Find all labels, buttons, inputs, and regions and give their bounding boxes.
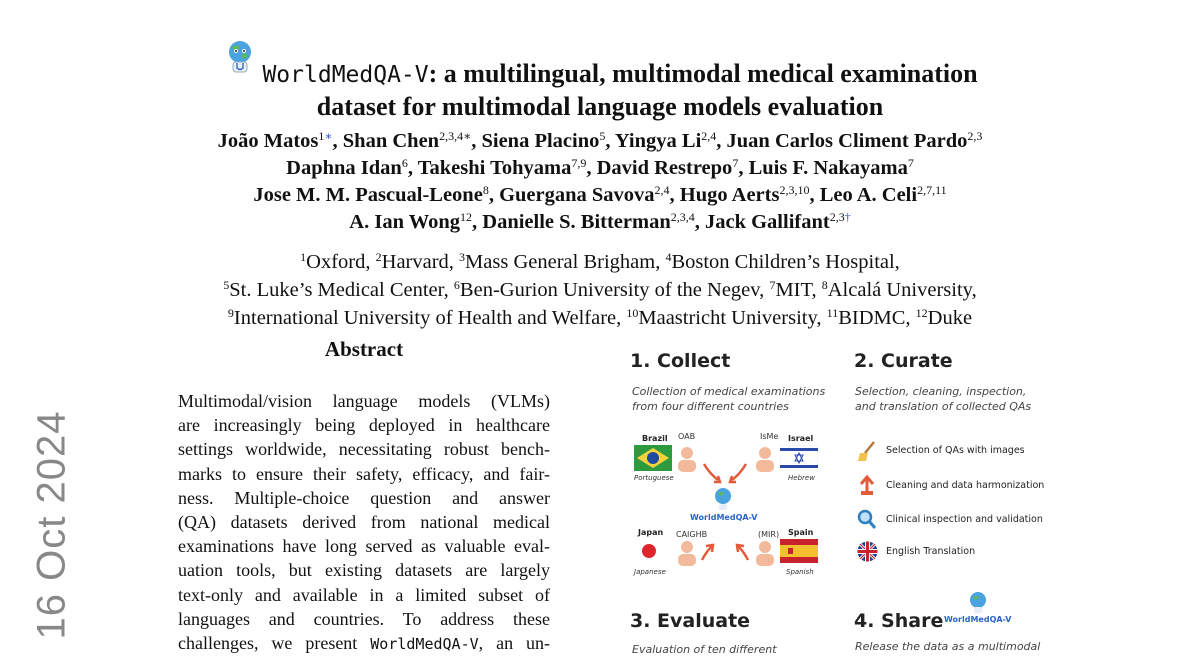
arxiv-date-text: 16 Oct 2024: [29, 410, 74, 640]
author-affil-mark: [655, 183, 670, 197]
author-name: Yingya Li: [614, 130, 702, 152]
author: [218, 130, 333, 152]
collect-arrows-bottom-icon: [698, 540, 752, 562]
overview-figure: [620, 340, 1060, 656]
affil-numbers: 7: [907, 156, 914, 170]
author-name: David Restrepo: [596, 157, 733, 179]
author-line: [0, 128, 1200, 155]
author-name: Siena Placino: [481, 130, 600, 152]
author-affil-mark: [671, 210, 695, 224]
country-japan-label: Japan: [638, 528, 664, 537]
curate-title: 2. Curate: [854, 350, 953, 372]
collect-subtitle-line-2: from four different countries: [632, 400, 789, 413]
affil-numbers: 8: [482, 183, 489, 197]
affil-numbers: 12: [460, 210, 473, 224]
abstract-line: settings worldwide, necessitating robust bench-: [178, 439, 550, 460]
exam-oab-label: OAB: [678, 432, 696, 441]
author-separator: ,: [407, 157, 418, 179]
affiliation-name: Ben-Gurion University of the Negev,: [459, 279, 770, 301]
affiliation-name: Mass General Brigham,: [465, 251, 666, 273]
affil-numbers: 2,3,10: [779, 183, 810, 197]
lang-japanese-label: Japanese: [634, 568, 666, 576]
author: [286, 157, 408, 179]
israel-flag-icon: [780, 445, 818, 471]
collect-subtitle-line-1: Collection of medical examinations: [632, 385, 826, 398]
abstract-line: examinations have long served as valuable eval-: [178, 536, 550, 557]
broom-icon: [857, 440, 877, 462]
abstract-line: (QA) datasets derived from national medical: [178, 512, 550, 533]
author-separator: ,: [669, 184, 680, 206]
affiliation-number: 10: [626, 306, 639, 320]
affiliation-number: 3: [459, 250, 466, 264]
abstract-line: text-only and available in a limited subset of: [178, 584, 550, 605]
affil-numbers: 2,3,4: [670, 210, 695, 224]
affil-numbers: 2,4: [654, 183, 670, 197]
affiliation-name: Oxford,: [306, 251, 376, 273]
affiliation-list: [0, 248, 1200, 332]
affiliation-number: 11: [826, 306, 839, 320]
affil-numbers: 2,3,4∗: [439, 129, 472, 143]
affiliation-name: Maastricht University,: [638, 307, 827, 329]
affiliation-number: 4: [665, 250, 672, 264]
affiliation-number: 7: [769, 278, 776, 292]
share-title: 4. Share: [854, 610, 944, 632]
author: [705, 211, 851, 233]
author-affil-mark: [571, 156, 586, 170]
abstract-line: are increasingly being deployed in healthcare: [178, 415, 550, 436]
author-affil-mark: [830, 210, 851, 224]
author-affil-mark: [439, 129, 471, 143]
author-name: Danielle S. Bitterman: [482, 211, 671, 233]
author-affil-mark: [917, 183, 947, 197]
author-line: [0, 209, 1200, 236]
person-brazil-icon: [676, 446, 698, 472]
author-name: Jose M. M. Pascual-Leone: [253, 184, 483, 206]
lang-hebrew-label: Hebrew: [788, 474, 815, 482]
author-separator: ,: [488, 184, 500, 206]
abstract-heading: Abstract: [324, 337, 404, 361]
affiliation-line: [0, 304, 1200, 332]
affiliation-name: Harvard,: [381, 251, 460, 273]
author: [615, 130, 716, 152]
affiliation-name: Boston Children’s Hospital,: [671, 251, 900, 273]
affiliation-line: [0, 248, 1200, 276]
author-name: Takeshi Tohyama: [417, 157, 572, 179]
dataset-name: WorldMedQA-V: [262, 62, 429, 88]
affiliation-name: Alcalá University,: [827, 279, 977, 301]
person-japan-icon: [676, 540, 698, 566]
globe-doctor-logo-icon: [222, 38, 258, 74]
country-brazil-label: Brazil: [642, 434, 668, 443]
author: [343, 130, 471, 152]
title-line-2: dataset for multimodal language models evaluation: [316, 92, 884, 121]
author-separator: ,: [586, 157, 597, 179]
country-israel-label: Israel: [788, 434, 814, 443]
author-affil-mark: [701, 129, 716, 143]
affil-numbers: 2,7,11: [917, 183, 947, 197]
author-affil-mark: [460, 210, 472, 224]
author-name: Guergana Savova: [499, 184, 655, 206]
curate-subtitle: [855, 384, 1031, 414]
abstract-line: languages and countries. To address these: [178, 608, 550, 629]
affil-numbers: 2,3: [967, 129, 983, 143]
affiliation-name: MIT,: [775, 279, 822, 301]
author-list: [0, 128, 1200, 236]
lang-spanish-label: Spanish: [786, 568, 814, 576]
author-affil-mark: [779, 183, 809, 197]
author-separator: ,: [332, 130, 343, 152]
country-spain-label: Spain: [788, 528, 814, 537]
abstract-text: challenges, we present: [178, 633, 371, 654]
author-name: Leo A. Celi: [819, 184, 918, 206]
collect-subtitle: [632, 384, 825, 414]
author-affil-mark: [318, 129, 332, 143]
abstract-line: uation tools, but existing datasets are largely: [178, 560, 550, 581]
affiliation-number: 9: [227, 306, 234, 320]
affil-numbers: 5: [599, 129, 606, 143]
affil-numbers: 2,4: [701, 129, 717, 143]
affil-numbers: 2,3: [829, 210, 845, 224]
affiliation-number: 8: [821, 278, 828, 292]
curate-step-cleaning: Cleaning and data harmonization: [886, 480, 1045, 491]
curate-step-translation: English Translation: [886, 546, 976, 557]
author-name: João Matos: [217, 130, 319, 152]
title-line-1-rest: : a multilingual, multimodal medical examination: [428, 59, 978, 88]
title-line-1: [0, 50, 1200, 91]
evaluate-subtitle: Evaluation of ten different: [632, 643, 777, 656]
author-name: Shan Chen: [342, 130, 440, 152]
author-line: [0, 182, 1200, 209]
author-name: Juan Carlos Climent Pardo: [726, 130, 968, 152]
abstract-line: [178, 631, 550, 656]
share-subtitle: Release the data as a multimodal: [855, 640, 1041, 653]
author-separator: ,: [716, 130, 727, 152]
affiliation-name: International University of Health and Welfare,: [233, 307, 627, 329]
affil-numbers: 1: [318, 129, 325, 143]
affiliation-name: St. Luke’s Medical Center,: [229, 279, 454, 301]
affil-numbers: 6: [401, 156, 408, 170]
author-separator: ,: [472, 211, 483, 233]
brazil-flag-icon: [634, 445, 672, 471]
affiliation-number: 2: [375, 250, 382, 264]
author-line: [0, 155, 1200, 182]
author-separator: ,: [738, 157, 749, 179]
affiliation-number: 5: [223, 278, 230, 292]
author-affil-mark: [908, 156, 914, 170]
curate-subtitle-line-1: Selection, cleaning, inspection,: [855, 385, 1027, 398]
author-footnote-mark[interactable]: †: [844, 210, 851, 224]
author: [349, 211, 472, 233]
share-brand-label: WorldMedQA-V: [944, 615, 1012, 624]
affiliation-number: 1: [300, 250, 307, 264]
author: [749, 157, 914, 179]
author-separator: ,: [809, 184, 820, 206]
author-name: Jack Gallifant: [704, 211, 830, 233]
affil-numbers: 7: [732, 156, 739, 170]
collect-center-label: WorldMedQA-V: [690, 513, 758, 522]
magnifier-icon: [857, 509, 877, 531]
center-globe-icon: [712, 486, 734, 510]
abstract-body: [178, 389, 550, 656]
lang-portuguese-label: Portuguese: [634, 474, 674, 482]
affiliation-name: Duke: [927, 307, 973, 329]
author: [499, 184, 669, 206]
person-israel-icon: [754, 446, 776, 472]
author-name: Luis F. Nakayama: [748, 157, 908, 179]
author-separator: ,: [605, 130, 615, 152]
hand-pointer-icon: [857, 475, 877, 497]
abstract-text: , an un-: [478, 633, 551, 654]
collect-title: 1. Collect: [630, 350, 731, 372]
affiliation-number: 6: [453, 278, 460, 292]
author: [418, 157, 587, 179]
author: [482, 211, 694, 233]
author-separator: ,: [471, 130, 482, 152]
exam-spain-label: (MIR): [758, 530, 780, 539]
affil-numbers: 7,9: [571, 156, 587, 170]
author: [481, 130, 605, 152]
uk-flag-icon: [857, 541, 878, 562]
person-spain-icon: [754, 540, 776, 566]
author-separator: ,: [694, 211, 705, 233]
abstract-line: marks to ensure their safety, efficacy, and fair-: [178, 463, 550, 484]
abstract-line: Multimodal/vision language models (VLMs): [178, 391, 550, 411]
abstract-dataset-name: WorldMedQA-V: [370, 635, 479, 654]
author-name: Hugo Aerts: [679, 184, 780, 206]
spain-flag-icon: [780, 539, 818, 563]
paper-title: [0, 50, 1200, 123]
curate-subtitle-line-2: and translation of collected QAs: [855, 400, 1032, 413]
abstract-line: ness. Multiple-choice question and answer: [178, 487, 550, 508]
author: [820, 184, 947, 206]
exam-isme-label: IsMe: [760, 432, 779, 441]
exam-japan-label: CAIGHB: [676, 530, 708, 539]
author: [727, 130, 983, 152]
arxiv-date-stamp: [22, 410, 82, 640]
japan-flag-icon: [634, 539, 664, 563]
affiliation-number: 12: [915, 306, 928, 320]
author-name: A. Ian Wong: [349, 211, 461, 233]
author: [597, 157, 739, 179]
author: [680, 184, 810, 206]
evaluate-title: 3. Evaluate: [630, 610, 751, 632]
author-name: Daphna Idan: [286, 157, 402, 179]
curate-step-inspection: Clinical inspection and validation: [886, 514, 1043, 525]
author: [253, 184, 488, 206]
author-affil-mark: [967, 129, 982, 143]
affiliation-line: [0, 276, 1200, 304]
author-footnote-mark[interactable]: ∗: [324, 129, 333, 143]
share-globe-icon: [968, 591, 988, 613]
curate-step-selection: Selection of QAs with images: [886, 445, 1025, 456]
affiliation-name: BIDMC,: [838, 307, 916, 329]
